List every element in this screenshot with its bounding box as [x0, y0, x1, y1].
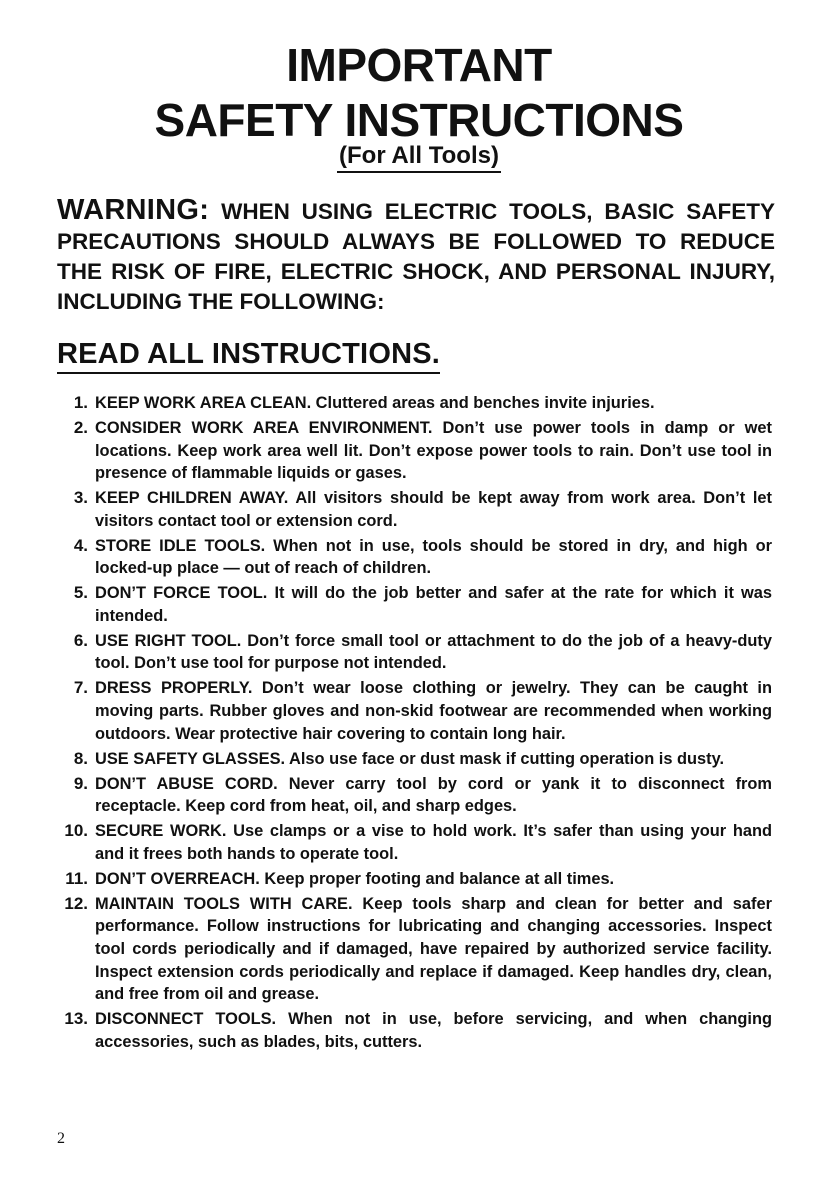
- instruction-item: [0, 582, 838, 627]
- instruction-item: [0, 748, 838, 771]
- instruction-item: [0, 677, 838, 745]
- instruction-text: CONSIDER WORK AREA ENVIRONMENT. Don’t use power tools in damp or wet locations. Keep work area well lit. Don’t expose power tools to rain. Don’t use tool in presence of flammable liquids or gases.: [95, 418, 772, 483]
- instruction-number: 6.: [73, 630, 88, 650]
- page-title-line1: IMPORTANT: [286, 39, 552, 91]
- instruction-text: DON’T ABUSE CORD. Never carry tool by cord or yank it to disconnect from receptacle. Keep cord from heat, oil, and sharp edges.: [95, 774, 772, 816]
- instruction-text: KEEP CHILDREN AWAY. All visitors should be kept away from work area. Don’t let visitors contact tool or extension cord.: [95, 489, 772, 530]
- instruction-number: 8.: [73, 748, 88, 768]
- instruction-text: DON’T OVERREACH. Keep proper footing and balance at all times.: [95, 869, 615, 888]
- instruction-text: DON’T FORCE TOOL. It will do the job better and safer at the rate for which it was intended.: [95, 584, 772, 625]
- instruction-number: 9.: [73, 773, 88, 793]
- instruction-list: [0, 392, 838, 1056]
- page-subtitle: [0, 142, 838, 173]
- instruction-text: USE RIGHT TOOL. Don’t force small tool or attachment to do the job of a heavy-duty tool. Don’t use tool for purpose not intended.: [95, 631, 772, 673]
- warning-text: WHEN USING ELECTRIC TOOLS, BASIC SAFETY PRECAUTIONS SHOULD ALWAYS BE FOLLOWED TO REDUCE THE RISK OF FIRE, ELECTRIC SHOCK, AND PERSONAL INJURY, INCLUDING THE FOLLOWING:: [57, 199, 775, 314]
- warning-block: [57, 195, 775, 317]
- instruction-number: 2.: [73, 417, 88, 437]
- instruction-item: [0, 417, 838, 485]
- instruction-item: [0, 1008, 838, 1053]
- page-number: 2: [57, 1130, 65, 1147]
- instruction-number: 12.: [64, 893, 88, 913]
- instruction-item: [0, 893, 838, 1006]
- instruction-item: [0, 535, 838, 580]
- instruction-number: 13.: [64, 1009, 88, 1029]
- instruction-text: SECURE WORK. Use clamps or a vise to hold work. It’s safer than using your hand and it frees both hands to operate tool.: [95, 822, 772, 863]
- instruction-text: DRESS PROPERLY. Don’t wear loose clothing or jewelry. They can be caught in moving parts. Rubber gloves and non-skid footwear are recommended when working outdoors. Wear protective hair covering to contain long hair.: [95, 679, 772, 743]
- instruction-item: [0, 773, 838, 818]
- instruction-text: STORE IDLE TOOLS. When not in use, tools should be stored in dry, and high or locked-up place — out of reach of children.: [95, 536, 772, 578]
- instruction-number: 10.: [64, 821, 88, 841]
- instruction-text: MAINTAIN TOOLS WITH CARE. Keep tools sharp and clean for better and safer performance. Follow instructions for lubricating and changing accessories. Inspect tool cords periodically and if damaged, have repaired by authorized service facility. Inspect extension cords periodically and replace if damaged. Keep handles dry, clean, and free from oil and grease.: [95, 894, 772, 1004]
- instruction-number: 3.: [73, 488, 88, 508]
- instruction-number: 7.: [73, 678, 88, 698]
- instruction-item: [0, 392, 838, 415]
- instruction-text: KEEP WORK AREA CLEAN. Cluttered areas and benches invite injuries.: [95, 394, 655, 412]
- instruction-number: 4.: [73, 535, 88, 555]
- warning-label: WARNING:: [57, 194, 210, 226]
- instruction-item: [0, 820, 838, 865]
- instruction-item: [0, 868, 838, 891]
- page-title-line2: SAFETY INSTRUCTIONS: [154, 94, 684, 146]
- instruction-item: [0, 630, 838, 675]
- instruction-number: 11.: [65, 868, 88, 888]
- instruction-number: 1.: [73, 393, 88, 412]
- instruction-number: 5.: [73, 583, 88, 603]
- instruction-text: USE SAFETY GLASSES. Also use face or dust mask if cutting operation is dusty.: [95, 749, 725, 768]
- section-heading: READ ALL INSTRUCTIONS.: [57, 337, 440, 374]
- instruction-item: [0, 487, 838, 532]
- subtitle-text: (For All Tools): [337, 142, 501, 173]
- instruction-text: DISCONNECT TOOLS. When not in use, before servicing, and when changing accessories, such as blades, bits, cutters.: [95, 1010, 772, 1051]
